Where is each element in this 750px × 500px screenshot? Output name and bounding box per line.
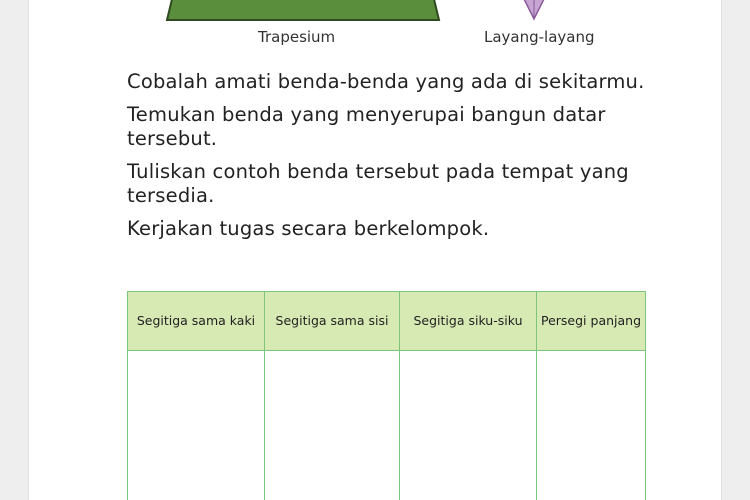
worksheet-page [28,0,722,500]
trapezium-caption: Trapesium [258,28,336,46]
header-segitiga-sama-kaki: Segitiga sama kaki [128,292,265,351]
answer-cell-sama-kaki[interactable] [128,351,265,500]
shapes-strip [29,0,721,60]
trapezium-shape [167,0,439,20]
shapes-illustration [29,0,721,30]
header-persegi-panjang: Persegi panjang [537,292,646,351]
header-segitiga-siku-siku: Segitiga siku-siku [400,292,537,351]
table-header-row [128,292,646,351]
table-row [128,351,646,500]
answer-cell-siku-siku[interactable] [400,351,537,500]
instruction-3: Tuliskan contoh benda tersebut pada tempat yang tersedia. [127,160,629,207]
instructions-block [127,70,667,250]
header-segitiga-sama-sisi: Segitiga sama sisi [265,292,400,351]
answer-table [127,291,646,500]
instruction-1: Cobalah amati benda-benda yang ada di sekitarmu. [127,70,645,93]
answer-cell-sama-sisi[interactable] [265,351,400,500]
instruction-2: Temukan benda yang menyerupai bangun datar tersebut. [127,103,606,150]
instruction-4: Kerjakan tugas secara berkelompok. [127,217,490,240]
answer-cell-persegi-panjang[interactable] [537,351,646,500]
kite-caption: Layang-layang [484,28,595,46]
